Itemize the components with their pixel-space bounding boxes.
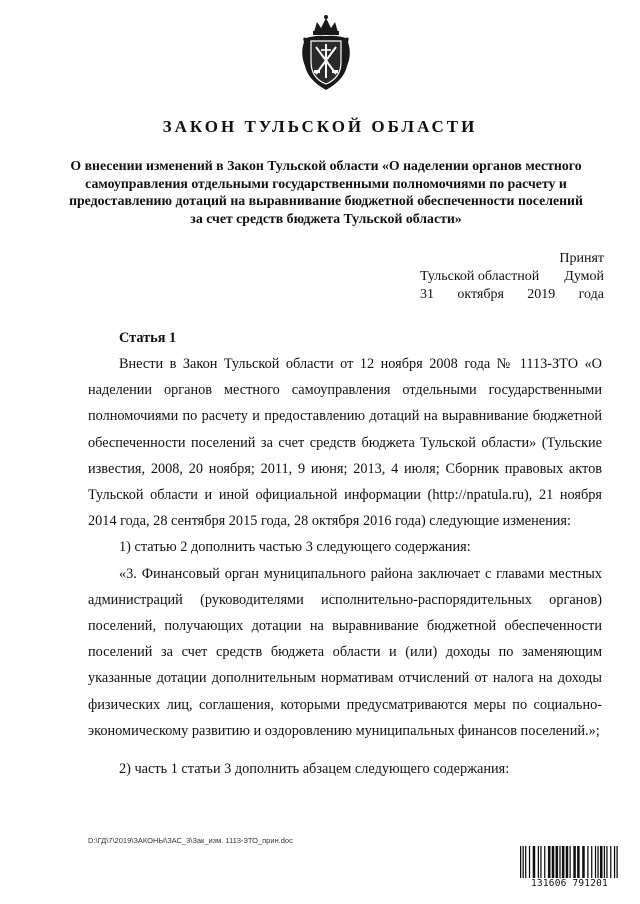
barcode-bar [566,846,569,878]
barcode-bar [525,846,526,878]
article-heading: Статья 1 [119,330,177,346]
barcode-bar [552,846,555,878]
barcode-bar [604,846,605,878]
barcode-bar [520,846,521,878]
barcode-bar [582,846,585,878]
barcode-bar [540,846,541,878]
barcode-bar [548,846,551,878]
barcode-bar [614,846,615,878]
file-path: D:\ГД\7\2019\ЗАКОНЫ\ЗАС_3\Зак_изм. 1113-ЗТО_прин.doc [88,836,293,845]
barcode-bar [600,846,603,878]
tula-coat-of-arms-icon [300,14,352,92]
adoption-day: 31 [420,287,434,302]
adopted-by [420,268,604,286]
barcode-bar [556,846,559,878]
article-body [88,351,602,782]
barcode-bar [591,846,592,878]
barcode-bar [597,846,598,878]
article-paragraph: 2) часть 1 статьи 3 дополнить абзацем следующего содержания: [119,761,510,778]
barcode-bar [570,846,571,878]
adoption-date [420,286,604,304]
barcode-bar [562,846,565,878]
barcode-number: 131606 791201 [531,878,608,889]
adoption-block [380,250,604,304]
barcode-icon [519,846,620,878]
law-subtitle: О внесении изменений в Закон Тульской области «О наделении органов местного самоуправления отдельными государственными полномочиями по расчету и предоставлению дотаций на выравнивание бюджетной обеспеченности поселений за счет средств бюджета Тульской области» [69,158,583,226]
barcode-bar [529,846,530,878]
barcode-bar [595,846,596,878]
article-paragraph: Внести в Закон Тульской области от 12 ноября 2008 года № 1113-ЗТО «О наделении органов местного самоуправления отдельными государственными полномочиями по расчету и предоставлению дотаций на выравнивание бюджетной обеспеченности поселений за счет средств бюджета Тульской области» (Тульские известия, 2008, 20 ноября; 2011, 9 июня; 2013, 4 июля; Сборник правовых актов Тульской области и иной официальной информации (http://npatula.ru), 21 ноября 2014 года, 28 сентября 2015 года, 28 октября 2016 года) следующие изменения: [88,356,602,530]
barcode-bar [606,846,607,878]
barcode-bar [610,846,611,878]
barcode-bar [573,846,576,878]
barcode-bar [544,846,545,878]
adopted-by-body: Тульской областной [420,269,540,284]
barcode-bar [559,846,560,878]
barcode-bar [577,846,580,878]
adopted-by-duma: Думой [564,269,604,284]
barcode-bar [538,846,539,878]
law-title: ЗАКОН ТУЛЬСКОЙ ОБЛАСТИ [162,117,478,136]
adopted-label: Принят [559,251,604,266]
barcode-bar [587,846,588,878]
barcode-bar [616,846,617,878]
article-paragraph: «3. Финансовый орган муниципального района заключает с главами местных администраций (руководителями исполнительно-распорядительных органов) поселений, получающих дотации на выравнивание бюджетной обеспеченности поселений за счет средств бюджета области и (или) доходы по заменяющим указанные дотации дополнительным нормативам отчислений от налога на доходы физических лиц, соглашения, которыми предусматриваются меры по социально-экономическому развитию и оздоровлению муниципальных финансов поселений.»; [88,565,602,739]
adoption-year: 2019 [527,287,556,302]
article-paragraph: 1) статью 2 дополнить частью 3 следующего содержания: [119,539,471,556]
barcode-bar [533,846,536,878]
barcode-bar [523,846,524,878]
adoption-year-word: года [578,287,604,302]
barcode [519,846,620,890]
adoption-month: октября [457,287,504,302]
